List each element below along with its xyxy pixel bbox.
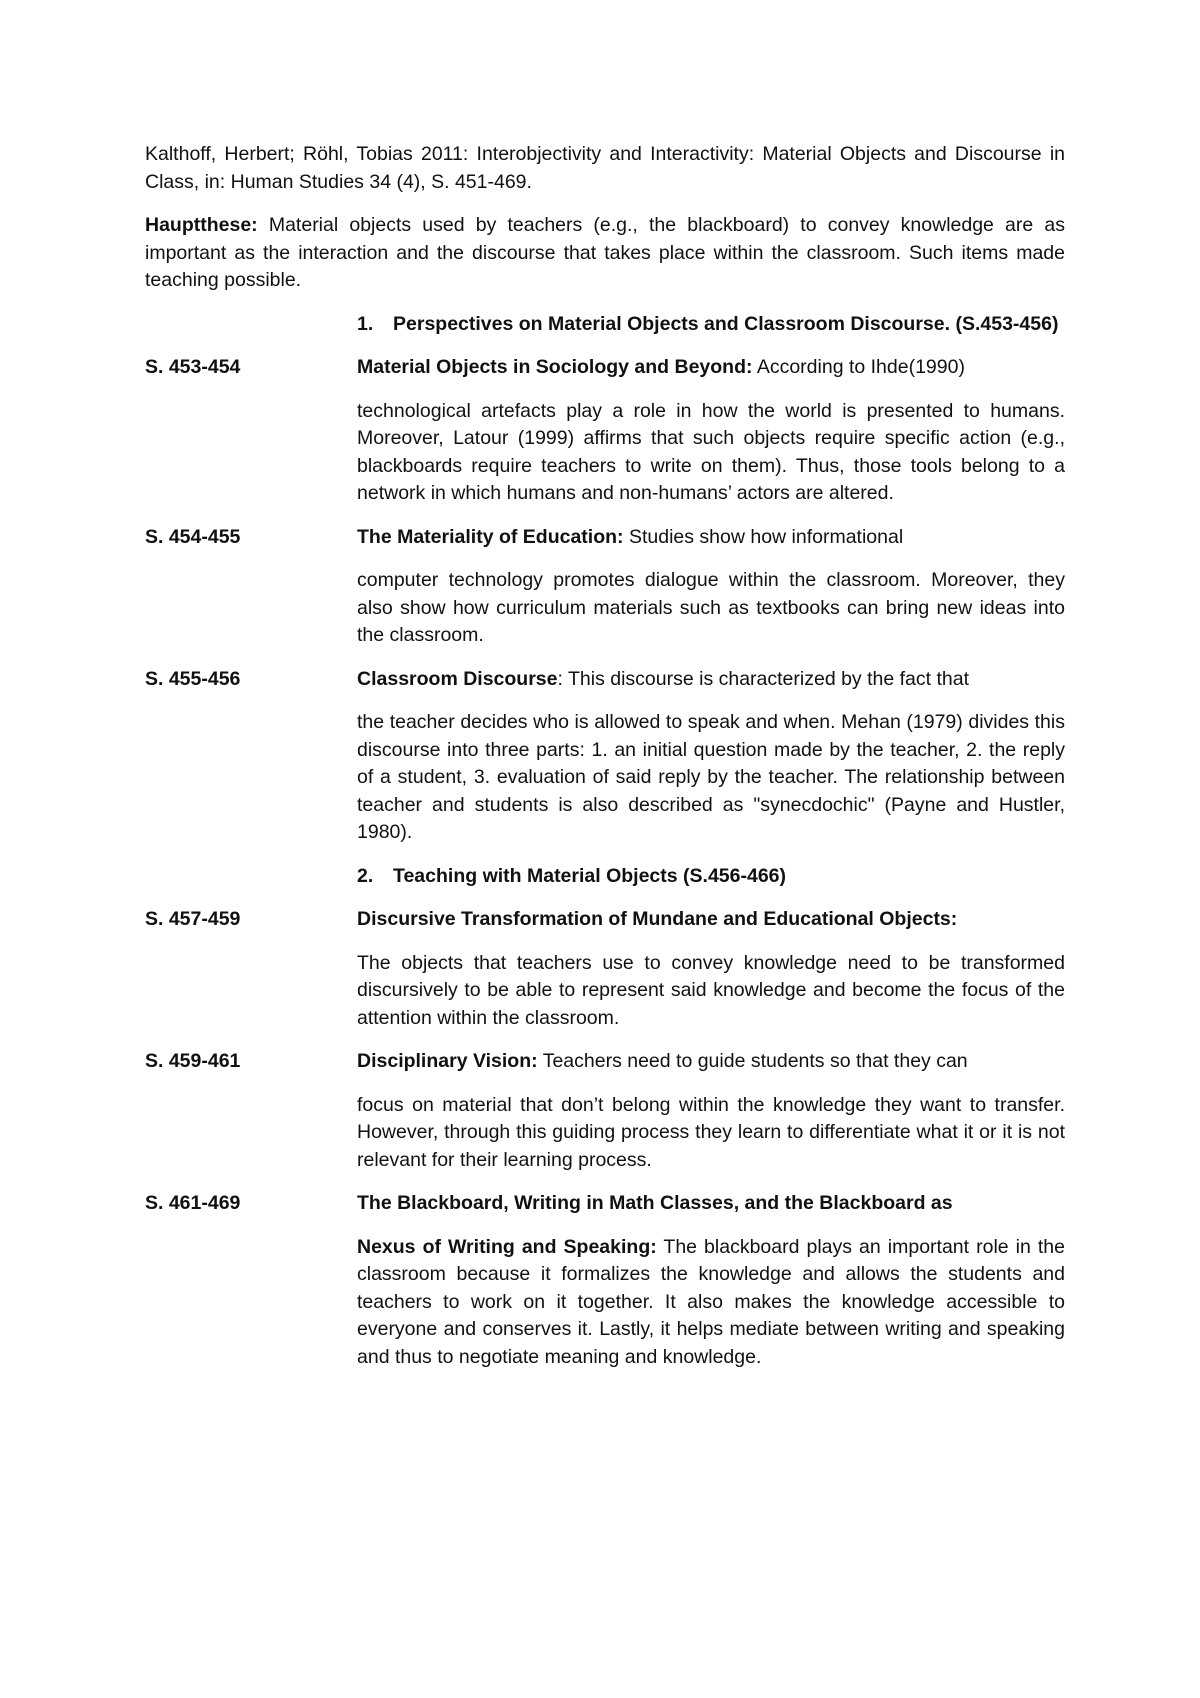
entry-row — [145, 524, 1065, 552]
entry-body: focus on material that don’t belong within the knowledge they want to transfer. However, through this guiding process they learn to differentiate what it or it is not relevant for their learning process. — [357, 1093, 1065, 1171]
entry-lead: Teachers need to guide students so that they can — [537, 1050, 968, 1072]
entry-lead: Studies show how informational — [623, 525, 904, 548]
entry-heading: Discursive Transformation of Mundane and Educational Objects: — [357, 908, 958, 930]
citation: Kalthoff, Herbert; Röhl, Tobias 2011: Interobjectivity and Interactivity: Material Objects and Discourse in Class, in: Human Studies 34 (4), S. 451-469. — [145, 143, 1065, 193]
entry-row — [145, 1048, 1065, 1076]
entry-row — [145, 354, 1065, 382]
entry-row — [145, 666, 1065, 694]
section-2-number: 2. — [357, 864, 374, 887]
entry-heading: Material Objects in Sociology and Beyond: — [357, 356, 753, 378]
page-range: S. 461-469 — [145, 1192, 241, 1214]
page-range: S. 455-456 — [145, 667, 241, 690]
entry-body: the teacher decides who is allowed to speak and when. Mehan (1979) divides this discourse into three parts: 1. an initial question made by the teacher, 2. the reply of a student, 3. evaluation of said reply by the teacher. The relationship between teacher and students is also described as "synecdochic" (Payne and Hustler, 1980). — [357, 711, 1065, 843]
page-range: S. 459-461 — [145, 1050, 241, 1072]
entry-body-text: The blackboard plays an important role in the classroom because it formalizes the knowledge and allows the students and teachers to work on it together. It also makes the knowledge accessible to everyone and conserves it. Lastly, it helps mediate between writing and speaking and thus to negotiate meaning and knowledge. — [357, 1235, 1065, 1368]
section-1-number: 1. — [357, 312, 374, 335]
section-1-heading — [145, 311, 1065, 339]
entry-heading: The Materiality of Education: — [357, 525, 624, 548]
thesis-label: Hauptthese: — [145, 214, 258, 236]
thesis-text: Material objects used by teachers (e.g., the blackboard) to convey knowledge are as important as the interaction and the discourse that takes place within the classroom. Such items made teaching possible. — [145, 214, 1065, 291]
page-range: S. 457-459 — [145, 908, 241, 930]
entry-lead: : This discourse is characterized by the fact that — [557, 667, 969, 690]
entry-body: computer technology promotes dialogue within the classroom. Moreover, they also show how curriculum materials such as textbooks can bring new ideas into the classroom. — [357, 569, 1065, 646]
document-page — [145, 141, 1065, 1387]
entry-lead: According to Ihde(1990) — [752, 356, 965, 378]
entry-body — [357, 1234, 1065, 1372]
entry-heading: Classroom Discourse — [357, 667, 558, 690]
entry-heading: Disciplinary Vision: — [357, 1050, 538, 1072]
entry-row — [145, 1190, 1065, 1218]
section-2-title: Teaching with Material Objects (S.456-466) — [393, 864, 787, 887]
main-thesis — [145, 212, 1065, 295]
section-2-heading — [145, 863, 1065, 891]
entry-row — [145, 906, 1065, 934]
entry-heading: The Blackboard, Writing in Math Classes, and the Blackboard as — [357, 1192, 953, 1214]
page-range: S. 453-454 — [145, 356, 241, 378]
entry-body: The objects that teachers use to convey knowledge need to be transformed discursively to be able to represent said knowledge and become the focus of the attention within the classroom. — [357, 951, 1065, 1029]
entry-body: technological artefacts play a role in how the world is presented to humans. Moreover, Latour (1999) affirms that such objects require specific action (e.g., blackboards require teachers to write on them). Thus, those tools belong to a network in which humans and non-humans’ actors are altered. — [357, 399, 1065, 504]
entry-body-heading: Nexus of Writing and Speaking: — [357, 1235, 657, 1258]
section-1-title: Perspectives on Material Objects and Classroom Discourse. (S.453-456) — [393, 312, 1059, 335]
page-range: S. 454-455 — [145, 525, 241, 548]
